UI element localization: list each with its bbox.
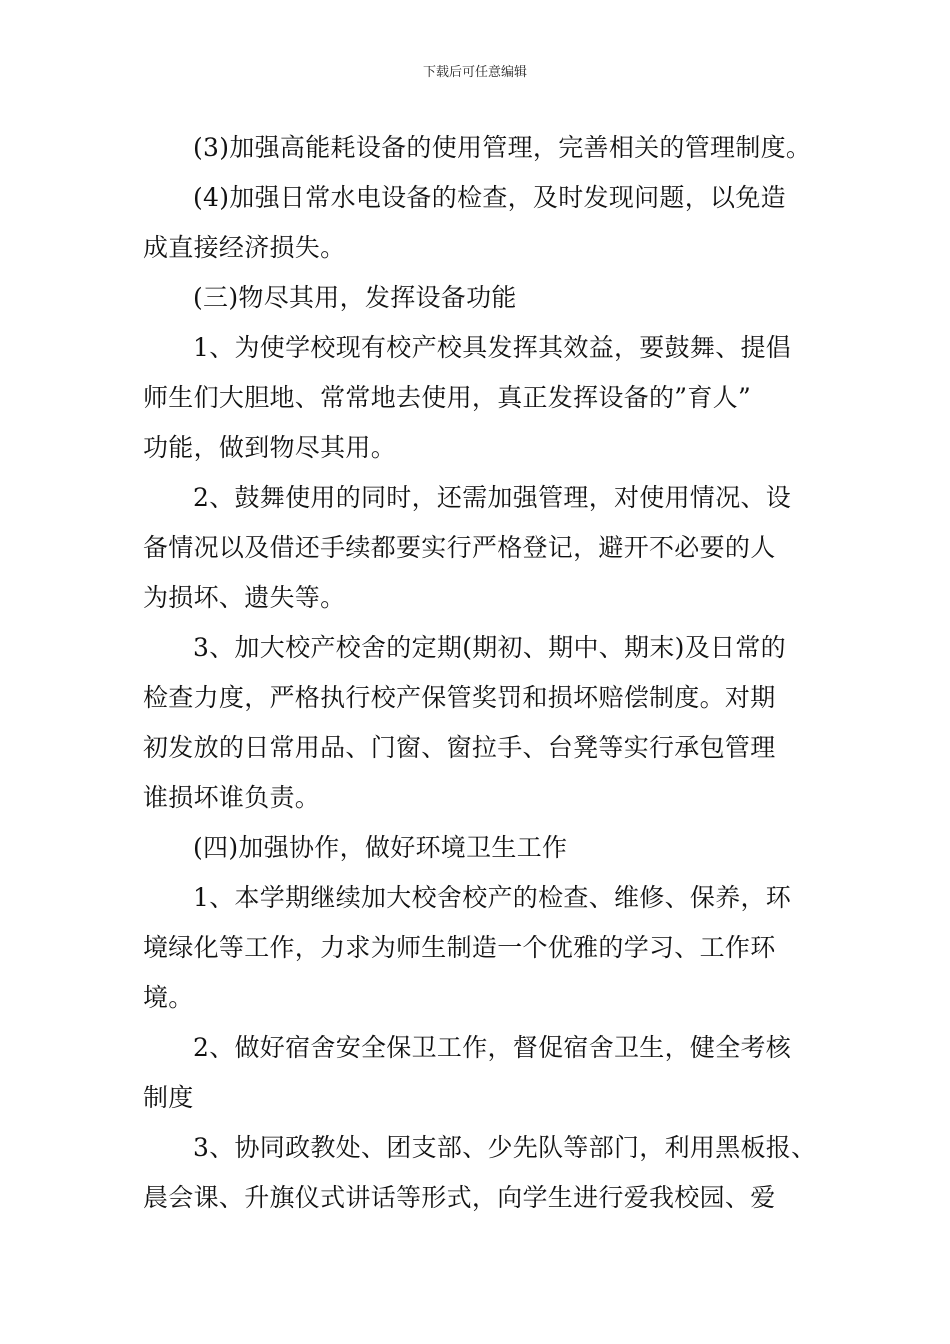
paragraph-3-3-continuation: 初发放的日常用品、门窗、窗拉手、台凳等实行承包管理 [143,733,776,762]
paragraph-4-1-continuation: 境绿化等工作，力求为师生制造一个优雅的学习、工作环 [143,933,776,962]
paragraph-3-3-continuation: 谁损坏谁负责。 [143,783,321,812]
paragraph-3-1-continuation: 功能，做到物尽其用。 [143,433,397,462]
document-body [143,123,823,1223]
paragraph-3-2-continuation: 备情况以及借还手续都要实行严格登记，避开不必要的人 [143,533,776,562]
paragraph-item-3-line: (3)加强高能耗设备的使用管理，完善相关的管理制度。 [193,133,812,162]
paragraph-4-2-continuation: 制度 [143,1083,194,1112]
paragraph-4-1-continuation: 境。 [143,983,194,1012]
section-heading-4: (四)加强协作，做好环境卫生工作 [193,833,568,862]
paragraph-item-4-continuation: 成直接经济损失。 [143,233,346,262]
paragraph-4-3-line: 3、协同政教处、团支部、少先队等部门，利用黑板报、 [193,1133,817,1162]
paragraph-3-1-continuation: 师生们大胆地、常常地去使用，真正发挥设备的”育人” [143,383,752,412]
page-header-note: 下载后可任意编辑 [422,65,527,80]
paragraph-3-2-continuation: 为损坏、遗失等。 [143,583,346,612]
paragraph-3-2-line: 2、鼓舞使用的同时，还需加强管理，对使用情况、设 [193,483,792,512]
paragraph-3-3-line: 3、加大校产校舍的定期(期初、期中、期末)及日常的 [193,633,786,662]
paragraph-3-3-continuation: 检查力度，严格执行校产保管奖罚和损坏赔偿制度。对期 [143,683,776,712]
paragraph-3-1-line: 1、为使学校现有校产校具发挥其效益，要鼓舞、提倡 [193,333,792,362]
paragraph-item-4-line: (4)加强日常水电设备的检查，及时发现问题，以免造 [193,183,786,212]
paragraph-4-3-continuation: 晨会课、升旗仪式讲话等形式，向学生进行爱我校园、爱 [143,1183,776,1212]
paragraph-4-2-line: 2、做好宿舍安全保卫工作，督促宿舍卫生，健全考核 [193,1033,792,1062]
paragraph-4-1-line: 1、本学期继续加大校舍校产的检查、维修、保养，环 [193,883,792,912]
section-heading-3: (三)物尽其用，发挥设备功能 [193,283,517,312]
